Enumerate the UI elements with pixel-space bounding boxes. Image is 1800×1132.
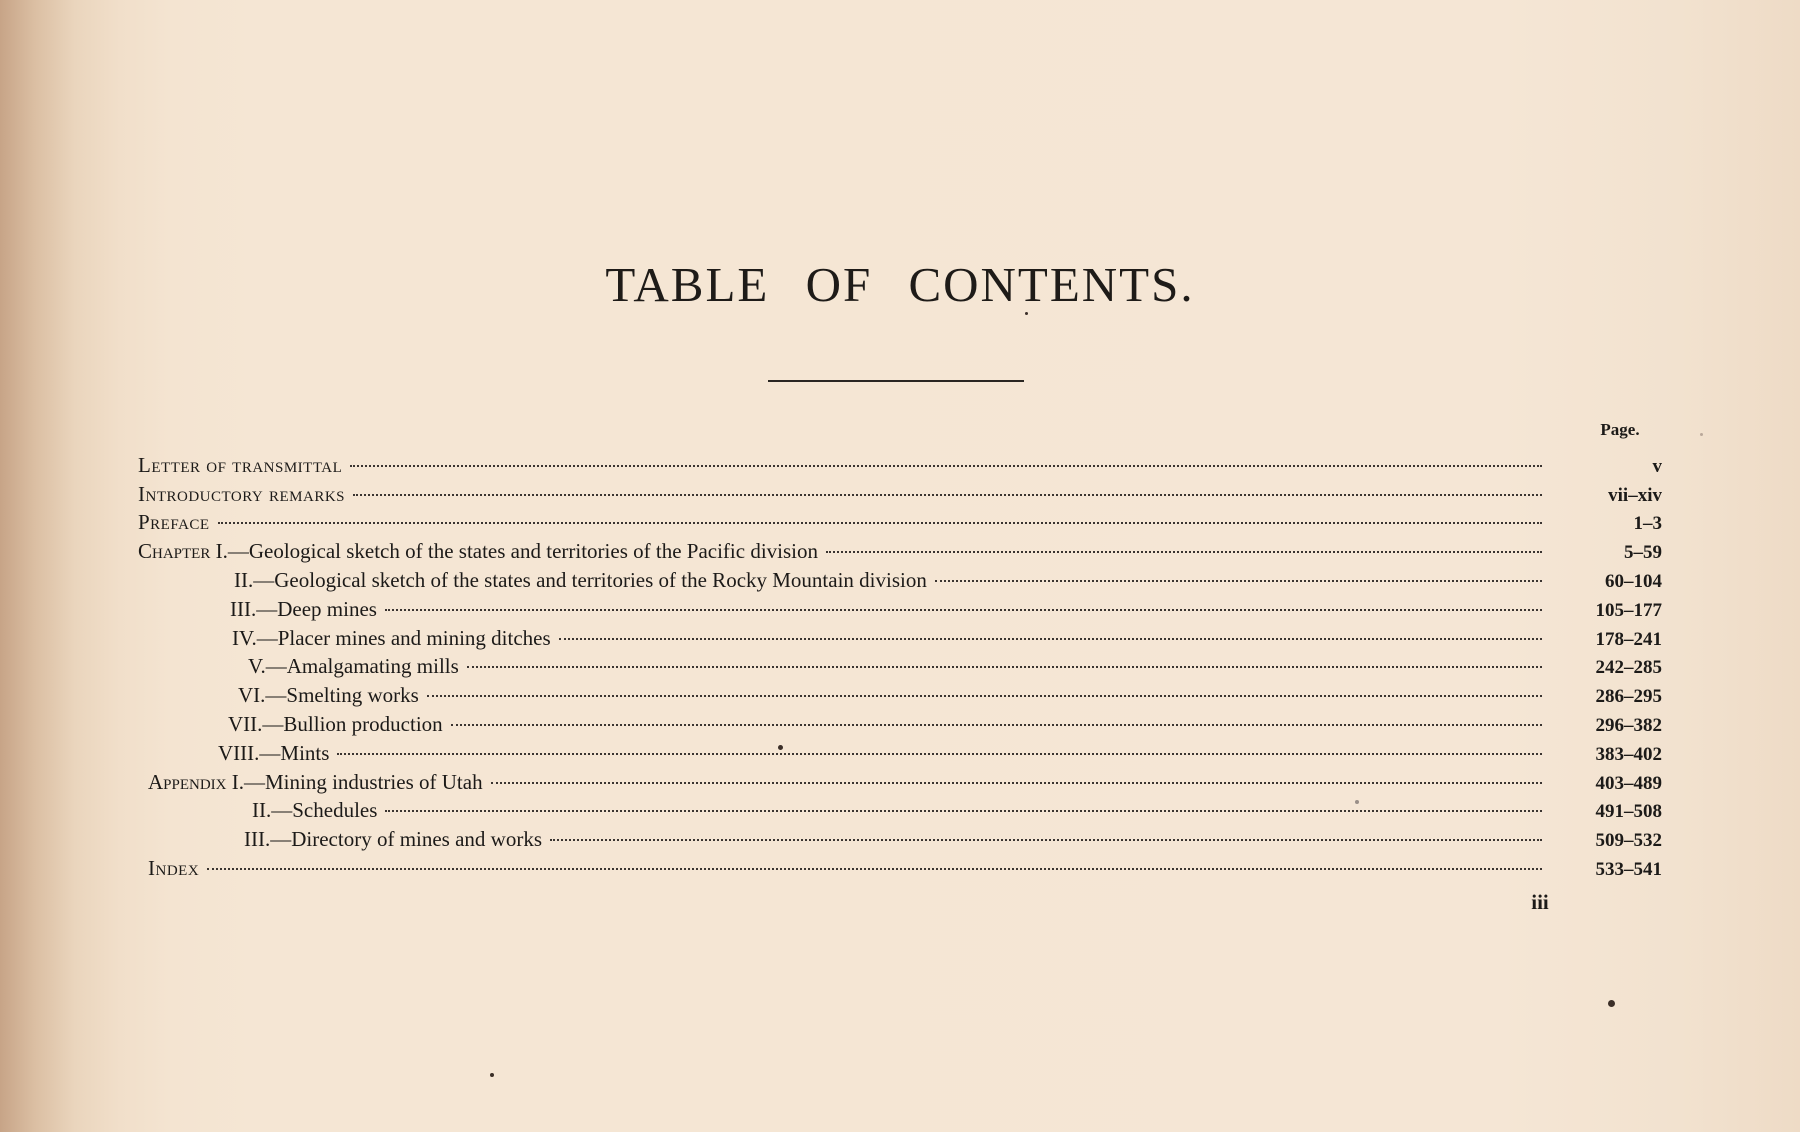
toc-entry xyxy=(130,625,1662,654)
toc-entry xyxy=(130,798,1662,827)
toc-entry-number: V. xyxy=(248,654,266,679)
dot-leader xyxy=(491,782,1542,784)
toc-entry-line xyxy=(130,624,1662,654)
toc-entry xyxy=(130,538,1662,567)
toc-entry-number: II. xyxy=(252,798,272,823)
toc-entry-line xyxy=(130,710,1662,740)
dot-leader xyxy=(427,695,1542,697)
dot-leader xyxy=(350,465,1542,467)
toc-entry-title: —Placer mines and mining ditches xyxy=(256,625,551,650)
dot-leader xyxy=(353,494,1542,496)
toc-entry-page: vii–xiv xyxy=(1608,484,1662,506)
toc-entry xyxy=(130,769,1662,798)
dot-leader xyxy=(207,868,1542,870)
dot-leader xyxy=(451,724,1542,726)
toc-entry-number: VII. xyxy=(228,711,263,736)
toc-entry-number: VI. xyxy=(238,683,266,708)
toc-entry-title: Index xyxy=(148,855,200,880)
toc-entry-title: —Bullion production xyxy=(262,711,443,736)
toc-entry-title: Preface xyxy=(138,510,210,535)
toc-entry-page: 1–3 xyxy=(1633,513,1662,535)
toc-entry-line xyxy=(130,825,1662,855)
toc-entry xyxy=(130,510,1662,539)
toc-entry-line xyxy=(130,854,1662,884)
page-title: TABLE OF CONTENTS. xyxy=(605,257,1195,312)
toc-entry-page: 383–402 xyxy=(1595,743,1662,765)
toc-entry-line xyxy=(130,451,1662,481)
toc-entry-title: Introductory remarks xyxy=(138,481,345,506)
page-folio: iii xyxy=(1531,890,1549,914)
toc-entry-title: —Deep mines xyxy=(256,596,377,621)
toc-entry-title: —Smelting works xyxy=(265,683,419,708)
toc-entry-page: 60–104 xyxy=(1605,570,1662,592)
dot-leader xyxy=(935,580,1542,582)
toc-entry-page: 509–532 xyxy=(1595,830,1662,852)
toc-entry xyxy=(130,740,1662,769)
toc-entry-line xyxy=(130,566,1662,596)
toc-entry-title: —Mining industries of Utah xyxy=(244,769,483,794)
toc-entry-line xyxy=(130,681,1662,711)
paper-speck xyxy=(1355,800,1359,804)
toc-entry-page: 296–382 xyxy=(1595,714,1662,736)
toc-entry-number: III. xyxy=(244,827,271,852)
toc-entry-page: 5–59 xyxy=(1624,542,1662,564)
toc-entry-title: —Amalgamating mills xyxy=(265,654,459,679)
toc-entry-page: 105–177 xyxy=(1595,599,1662,621)
toc-entry-line xyxy=(130,652,1662,682)
toc-entry-title: Letter of transmittal xyxy=(138,452,343,477)
toc-entry-title: —Mints xyxy=(259,740,330,765)
toc-entry-title: —Geological sketch of the states and territories of the Pacific division xyxy=(227,539,819,564)
toc-entry-page: 533–541 xyxy=(1595,858,1662,880)
toc-entry-number: III. xyxy=(230,596,257,621)
toc-entry-number: II. xyxy=(234,567,254,592)
title-rule xyxy=(768,380,1024,382)
dot-leader xyxy=(467,666,1542,668)
toc-entry-line xyxy=(130,480,1662,510)
toc-entry xyxy=(130,452,1662,481)
paper-speck xyxy=(1700,433,1703,436)
toc-entry-page: 286–295 xyxy=(1595,686,1662,708)
dot-leader xyxy=(218,522,1542,524)
toc-entry-page: v xyxy=(1652,455,1662,477)
page-column-heading: Page. xyxy=(1600,420,1640,439)
toc-entry xyxy=(130,855,1662,884)
dot-leader xyxy=(337,753,1542,755)
paper-speck xyxy=(490,1073,494,1077)
toc-entry xyxy=(130,826,1662,855)
contents-list xyxy=(130,452,1662,884)
toc-entry-number: VIII. xyxy=(218,740,260,765)
toc-entry-line xyxy=(130,508,1662,538)
toc-entry xyxy=(130,682,1662,711)
toc-entry-line xyxy=(130,739,1662,769)
toc-entry-title: —Geological sketch of the states and territories of the Rocky Mountain division xyxy=(253,567,927,592)
toc-entry-page: 242–285 xyxy=(1595,657,1662,679)
paper-speck xyxy=(1025,312,1028,315)
dot-leader xyxy=(559,638,1542,640)
toc-entry-number: Chapter I. xyxy=(138,539,228,564)
toc-entry-title: —Directory of mines and works xyxy=(270,827,543,852)
toc-entry-line xyxy=(130,768,1662,798)
paper-speck xyxy=(778,745,783,750)
toc-entry-number: Appendix I. xyxy=(148,769,244,794)
toc-entry-title: —Schedules xyxy=(271,798,378,823)
toc-entry xyxy=(130,481,1662,510)
toc-entry-page: 491–508 xyxy=(1595,801,1662,823)
toc-entry-page: 403–489 xyxy=(1595,772,1662,794)
toc-entry xyxy=(130,567,1662,596)
dot-leader xyxy=(550,839,1542,841)
dot-leader xyxy=(826,551,1542,553)
paper-speck xyxy=(1608,1000,1615,1007)
toc-entry xyxy=(130,654,1662,683)
toc-entry-line xyxy=(130,796,1662,826)
toc-entry xyxy=(130,596,1662,625)
dot-leader xyxy=(385,609,1542,611)
toc-entry-number: IV. xyxy=(232,625,257,650)
toc-entry-page: 178–241 xyxy=(1595,628,1662,650)
toc-entry xyxy=(130,711,1662,740)
toc-entry-line xyxy=(130,595,1662,625)
dot-leader xyxy=(385,810,1542,812)
toc-entry-line xyxy=(130,537,1662,567)
